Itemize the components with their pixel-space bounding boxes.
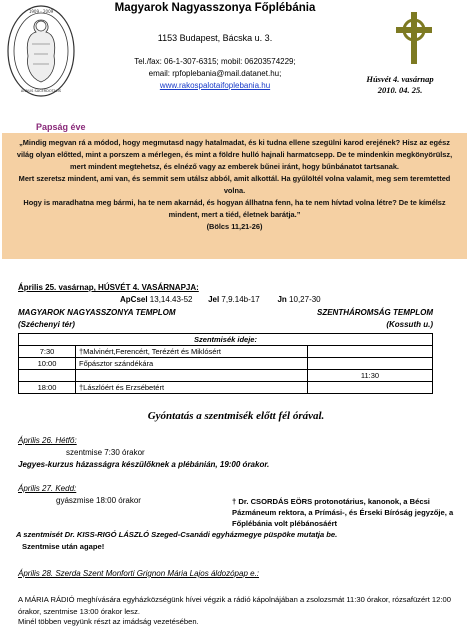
quote-paragraph-2: Mert szeretsz mindent, ami van, és semmit sem utálsz abból, amit alkottál. Ha gyűlöltél volna valamit, meg sem teremtetted volna.	[18, 174, 451, 195]
scripture-quote-box	[2, 133, 467, 259]
april27-mass: gyászmise 18:00 órakor	[56, 496, 141, 505]
reading-3: 10,27-30	[289, 295, 321, 304]
april26-date: Április 26. Hétfő:	[18, 436, 77, 445]
phone-line: Tel./fax: 06-1-307-6315; mobil: 06203574229;	[134, 57, 296, 66]
confession-note: Gyóntatás a szentmisék előtt fél órával.	[147, 410, 325, 422]
church-left-place: (Széchenyi tér)	[18, 320, 75, 329]
mass-intention: Főpásztor szándékára	[76, 358, 308, 370]
april27-obituary: † Dr. CSORDÁS EÖRS protonotárius, kanonok, a Bécsi Pázmáneum rektora, a Prímási-, és Érseki Bíróság jegyzője, a Főplébánia volt plébánosáért	[232, 497, 454, 528]
table-row	[19, 370, 433, 382]
mass-right: 11:30	[308, 370, 433, 382]
april26-mass: szentmise 7:30 órakor	[66, 448, 145, 457]
sunday-label	[345, 74, 455, 96]
mass-time	[19, 370, 76, 382]
mass-right	[308, 358, 433, 370]
email-line: email: rpfoplebania@mail.datanet.hu;	[148, 69, 282, 78]
table-header-row	[19, 334, 433, 346]
reading-1: 13,14.43-52	[149, 295, 193, 304]
readings-line	[120, 295, 321, 304]
mass-right	[308, 382, 433, 394]
website-link[interactable]: www.rakospalotaifoplebania.hu	[159, 81, 271, 90]
svg-text:ANNUS SACERDOTALIS: ANNUS SACERDOTALIS	[20, 89, 62, 93]
mass-intention	[76, 370, 308, 382]
church-left-name: MAGYAROK NAGYASSZONYA TEMPLOM	[18, 308, 176, 317]
table-row	[19, 346, 433, 358]
parish-name: Magyarok Nagyasszonya Főplébánia	[114, 2, 316, 14]
table-header: Szentmisék ideje:	[19, 334, 433, 346]
mass-schedule-table	[18, 333, 433, 394]
church-right-name: SZENTHÁROMSÁG TEMPLOM	[317, 308, 433, 317]
section-title: Papság éve	[36, 122, 86, 132]
reading-2-label: Jel	[208, 295, 220, 304]
quote-paragraph-3: Hogy is maradhatna meg bármi, ha te nem akarnád, és hogyan állhatna fenn, ha te nem hívtad volna létre? De te kímélsz mindent, mert a tiéd, életnek barátja.”	[23, 198, 446, 219]
parish-address: 1153 Budapest, Bácska u. 3.	[157, 33, 273, 43]
reading-1-label: ApCsel	[120, 295, 148, 304]
april27-celebrant: A szentmisét Dr. KISS-RIGÓ LÁSZLÓ Szeged-Csanádi egyházmegye püspöke mutatja be.	[16, 530, 338, 539]
april26-note: Jegyes-kurzus házasságra készülőknek a plébánián, 19:00 órakor.	[18, 460, 270, 469]
mass-intention: †Malvinért,Ferencért, Terézért és Miklósért	[76, 346, 308, 358]
mass-intention: †Lászlóért és Erzsébetért	[76, 382, 308, 394]
svg-text:1909 - 2009: 1909 - 2009	[28, 9, 54, 14]
april28-invite: Minél többen vegyünk részt az imádság vezetésében.	[18, 617, 199, 626]
april28-text: A MÁRIA RÁDIÓ meghívására egyházközségünk hívei végzik a rádió kápolnájában a zsolozsmát 11:30 órakor, rózsafüzért 12:00 órakor, szentmise 13:00 órakor lesz.	[18, 595, 451, 616]
readings-heading: Április 25. vasárnap, HÚSVÉT 4. VASÁRNAPJA:	[18, 283, 199, 292]
mass-time: 7:30	[19, 346, 76, 358]
mass-time: 18:00	[19, 382, 76, 394]
mass-right	[308, 346, 433, 358]
table-row	[19, 382, 433, 394]
quote-paragraph-1: „Mindig megvan rá a módod, hogy megmutasd nagy hatalmadat, és ki tudna ellene szegülni karod erejének? Hisz az egész világ olyan előtted, mint a porszem a mérlegen, és mint a földre hulló hajnali harmatcsepp. De te mindenkin megkönyörülsz, mert mindent megtehetsz, és elnéző vagy az emberek bűnei iránt, hogy bűnbánatot tartsanak.	[16, 138, 453, 171]
sunday-date: 2010. 04. 25.	[377, 85, 423, 95]
sunday-name: Húsvét 4. vasárnap	[366, 74, 434, 84]
church-right-place: (Kossuth u.)	[386, 320, 433, 329]
quote-reference: (Bölcs 11,21-26)	[206, 222, 263, 231]
april27-date: Április 27. Kedd:	[18, 484, 77, 493]
april27-agape: Szentmise után agape!	[22, 542, 105, 551]
reading-2: 7,9.14b-17	[221, 295, 260, 304]
cross-icon	[392, 10, 436, 66]
mass-time: 10:00	[19, 358, 76, 370]
parish-contact	[95, 56, 335, 92]
table-row	[19, 358, 433, 370]
parish-seal-logo	[6, 4, 76, 98]
april28-date: Április 28. Szerda Szent Monforti Grignon Mária Lajos áldozópap e.:	[18, 569, 260, 578]
reading-3-label: Jn	[277, 295, 287, 304]
